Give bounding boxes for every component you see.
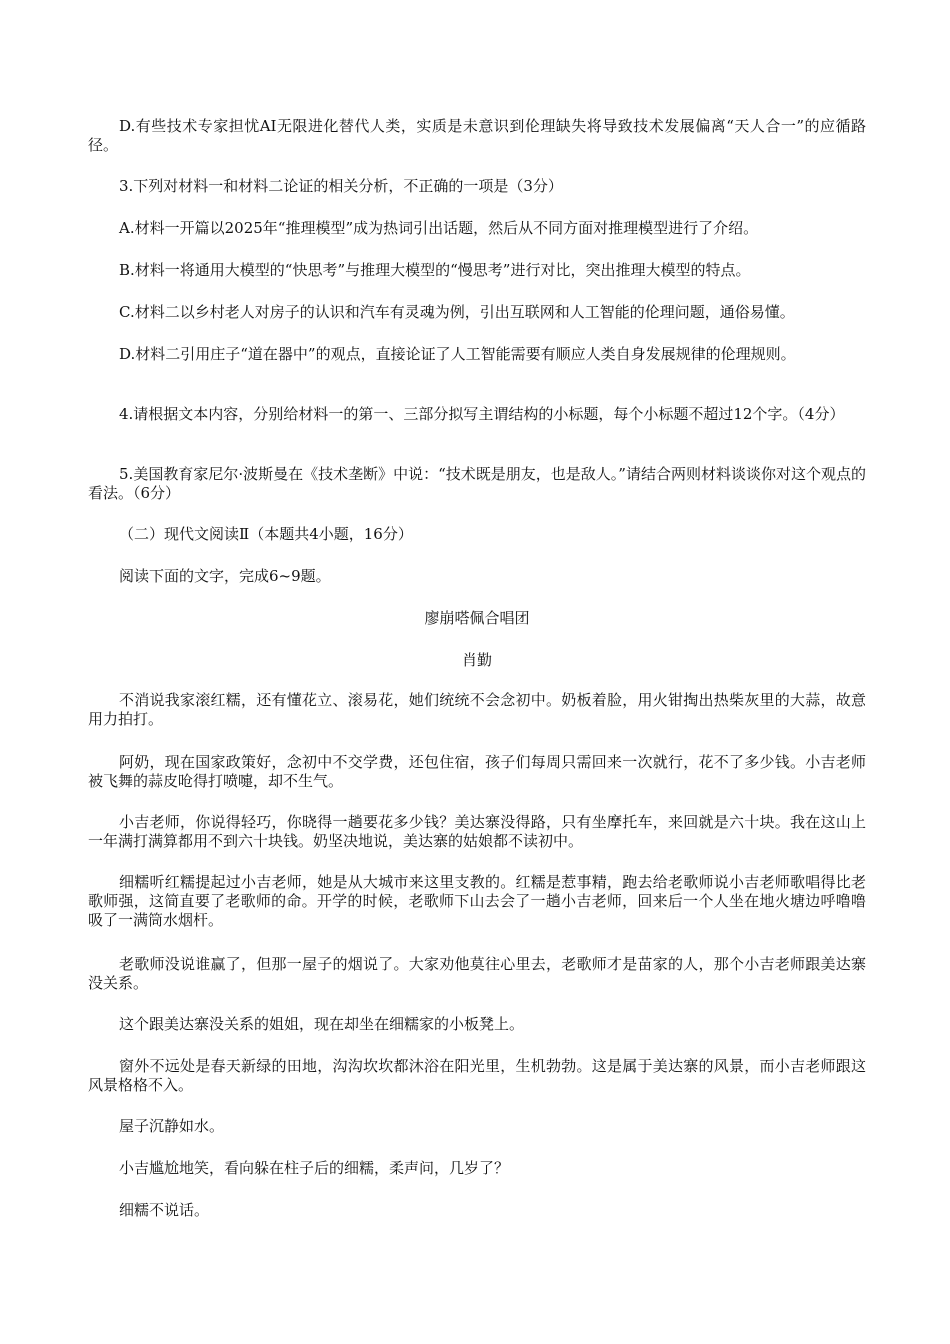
story-author: 肖勤 <box>461 651 492 669</box>
story-paragraph: 阿奶，现在国家政策好，念初中不交学费，还包住宿，孩子们每周只需回来一次就行，花不了多少钱。小吉老师被飞舞的蒜皮呛得打喷嚏，却不生气。 <box>88 753 866 790</box>
section-heading: （二）现代文阅读Ⅱ（本题共4小题，16分） <box>119 525 413 543</box>
question-3: 3.下列对材料一和材料二论证的相关分析，不正确的一项是（3分） <box>119 177 563 195</box>
story-paragraph: 老歌师没说谁赢了，但那一屋子的烟说了。大家劝他莫往心里去，老歌师才是苗家的人，那个小吉老师跟美达寨没关系。 <box>88 955 866 992</box>
story-paragraph: 窗外不远处是春天新绿的田地，沟沟坎坎都沐浴在阳光里，生机勃勃。这是属于美达寨的风景，而小吉老师跟这风景格格不入。 <box>88 1057 866 1094</box>
story-paragraph: 细糯不说话。 <box>119 1201 210 1219</box>
story-paragraph: 这个跟美达寨没关系的姐姐，现在却坐在细糯家的小板凳上。 <box>119 1015 525 1033</box>
story-paragraph: 小吉老师，你说得轻巧，你晓得一趟要花多少钱？美达寨没得路，只有坐摩托车，来回就是六十块。我在这山上一年满打满算都用不到六十块钱。奶坚决地说，美达寨的姑娘都不读初中。 <box>88 813 866 850</box>
story-title: 廖崩嗒佩合唱团 <box>424 609 530 627</box>
option-d-q3: D.材料二引用庄子“道在器中”的观点，直接论证了人工智能需要有顺应人类自身发展规律的伦理规则。 <box>119 345 796 363</box>
option-b-q3: B.材料一将通用大模型的“快思考”与推理大模型的“慢思考”进行对比，突出推理大模型的特点。 <box>119 261 751 279</box>
story-paragraph: 屋子沉静如水。 <box>119 1117 225 1135</box>
option-a-q3: A.材料一开篇以2025年“推理模型”成为热词引出话题，然后从不同方面对推理模型进行了介绍。 <box>119 219 759 237</box>
question-5: 5.美国教育家尼尔·波斯曼在《技术垄断》中说：“技术既是朋友，也是敌人。”请结合两则材料谈谈你对这个观点的看法。（6分） <box>88 465 866 502</box>
question-4: 4.请根据文本内容，分别给材料一的第一、三部分拟写主谓结构的小标题，每个小标题不超过12个字。（4分） <box>119 405 845 423</box>
option-c-q3: C.材料二以乡村老人对房子的认识和汽车有灵魂为例，引出互联网和人工智能的伦理问题，通俗易懂。 <box>119 303 795 321</box>
reading-instruction: 阅读下面的文字，完成6~9题。 <box>119 567 331 585</box>
story-paragraph: 小吉尴尬地笑，看向躲在柱子后的细糯，柔声问，几岁了？ <box>119 1159 510 1177</box>
story-paragraph: 细糯听红糯提起过小吉老师，她是从大城市来这里支教的。红糯是惹事精，跑去给老歌师说小吉老师歌唱得比老歌师强，这简直要了老歌师的命。开学的时候，老歌师下山去会了一趟小吉老师，回来后一个人坐在地火塘边呼噜噜吸了一满筒水烟杆。 <box>88 873 866 929</box>
option-d-q2: D.有些技术专家担忧AI无限进化替代人类，实质是未意识到伦理缺失将导致技术发展偏离“天人合一”的应循路径。 <box>88 117 866 154</box>
story-paragraph: 不消说我家滚红糯，还有懂花立、滚易花，她们统统不会念初中。奶板着脸，用火钳掏出热柴灰里的大蒜，故意用力拍打。 <box>88 691 866 728</box>
